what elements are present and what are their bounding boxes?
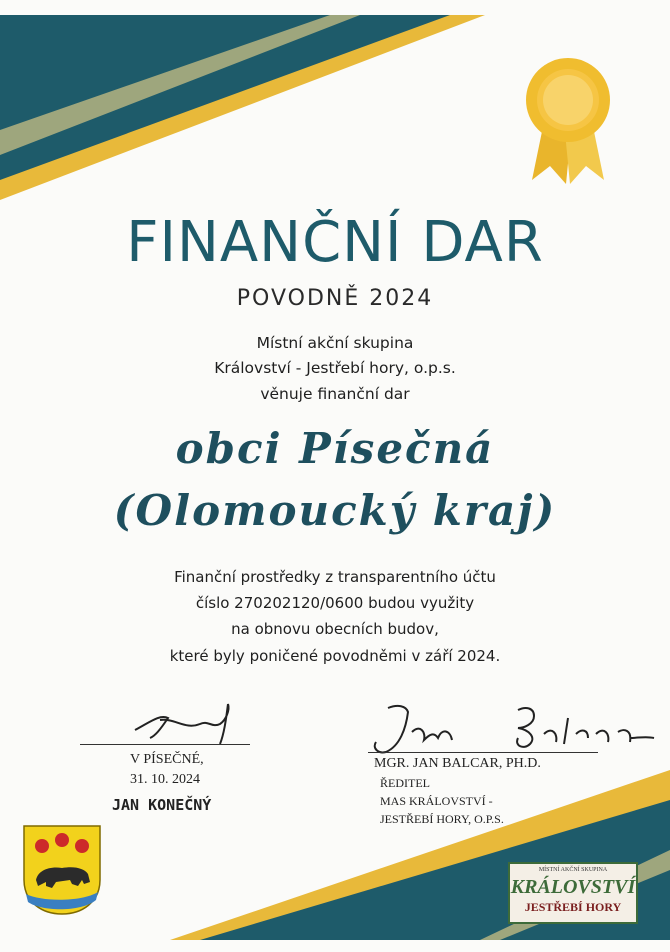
donor-line: Království - Jestřebí hory, o.p.s.: [214, 359, 456, 377]
logo-sub-text: JESTŘEBÍ HORY: [524, 900, 622, 914]
body-line: na obnovu obecních budov,: [231, 620, 439, 638]
handwritten-name: JAN KONEČNÝ: [112, 796, 212, 814]
certificate-title: FINANČNÍ DAR: [126, 210, 544, 275]
body-line: které byly poničené povodněmi v září 2024.: [169, 647, 501, 665]
logo-main-text: KRÁLOVSTVÍ: [510, 876, 636, 898]
award-ribbon-icon: [518, 52, 618, 192]
donor-line: Místní akční skupina: [256, 334, 414, 352]
mas-logo: [508, 862, 638, 924]
recipient-region: (Olomoucký kraj): [113, 486, 557, 535]
signatory-org: JESTŘEBÍ HORY, O.P.S.: [380, 812, 504, 826]
signature-date: 31. 10. 2024: [130, 772, 200, 787]
logo-top-text: MÍSTNÍ AKČNÍ SKUPINA: [538, 867, 608, 873]
body-line: Finanční prostředky z transparentního účtu: [174, 568, 496, 586]
certificate-subtitle: POVODNĚ 2024: [236, 286, 434, 311]
signature-place: V PÍSEČNÉ,: [130, 752, 204, 767]
right-signature-line: [368, 752, 598, 753]
donor-line: věnuje finanční dar: [260, 385, 410, 403]
signatory-name: MGR. JAN BALCAR, PH.D.: [374, 756, 541, 771]
left-signature-line: [80, 744, 250, 745]
signatory-role: ŘEDITEL: [380, 776, 430, 790]
teal-band-top: [0, 15, 450, 180]
coat-of-arms-emblem: [22, 824, 102, 916]
body-line: číslo 270202120/0600 budou využity: [195, 594, 475, 612]
recipient-name: obci Písečná: [175, 424, 495, 473]
left-signature-scribble: [130, 700, 250, 750]
signatory-org: MAS KRÁLOVSTVÍ -: [380, 794, 493, 808]
